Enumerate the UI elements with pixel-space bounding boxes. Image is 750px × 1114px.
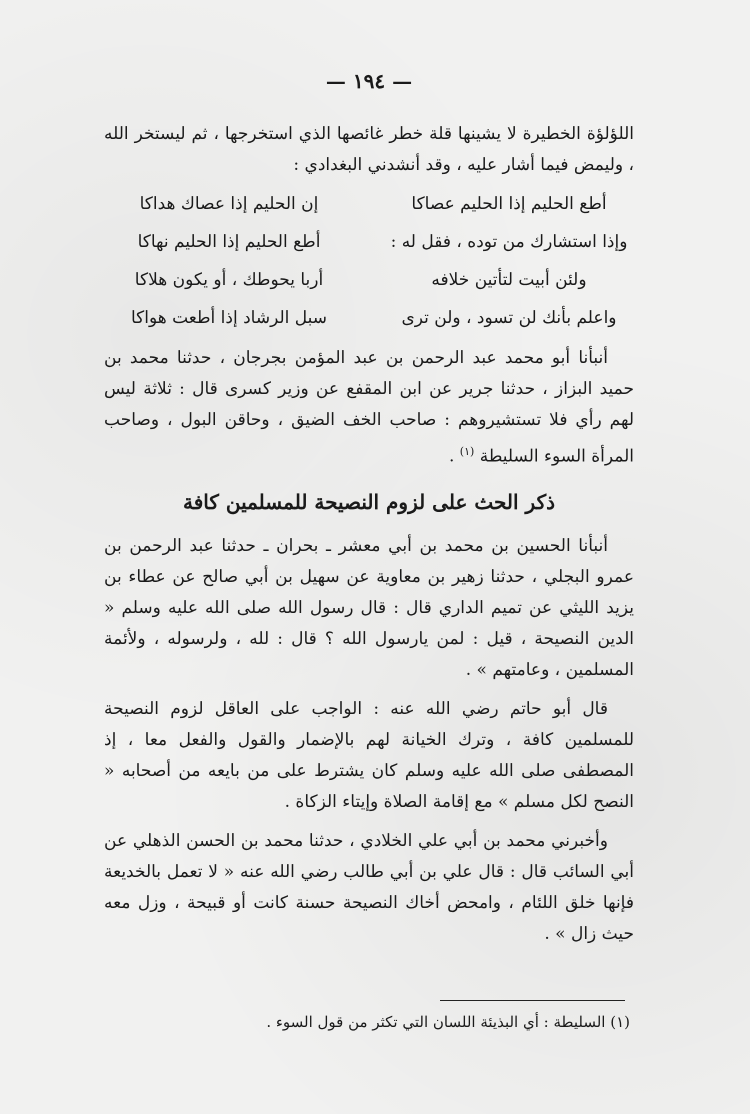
poem-verse bbox=[104, 223, 634, 261]
intro-paragraph: اللؤلؤة الخطيرة لا يشينها قلة خطر غائصها الذي استخرجها ، ثم ليستخر الله ، وليمض فيما أشار عليه ، وقد أنشدني البغدادي : bbox=[104, 124, 634, 175]
verse-second-hemistich: أربا يحوطك ، أو يكون هلاكا bbox=[134, 270, 324, 290]
page-number-value: ١٩٤ bbox=[352, 69, 386, 93]
poem-verse bbox=[104, 185, 634, 223]
narration-paragraph: أنبأنا الحسين بن محمد بن أبي معشر ـ بحران ـ حدثنا عبد الرحمن بن عمرو البجلي ، حدثنا زهير بن معاوية عن سهيل بن أبي صالح عن عطاء بن يزيد الليثي عن تميم الداري قال : قال رسول الله صلى الله عليه وسلم « الدين النصيحة ، قيل : لمن يارسول الله ؟ قال : لله ، ولرسوله ، ولأئمة المسلمين ، وعامتهم » . bbox=[104, 535, 634, 680]
verse-second-hemistich: أطع الحليم إذا الحليم نهاكا bbox=[137, 232, 321, 252]
narration-paragraph: أنبأنا أبو محمد عبد الرحمن بن عبد المؤمن بجرجان ، حدثنا محمد بن حميد البزاز ، حدثنا جرير عن ابن المقفع عن وزير كسرى قال : ثلاثة ليس لهم رأي فلا تستشيروهم : صاحب الخف الضيق ، وحاقن البول ، وصاحب المرأة السوء السليطة $^{(١)}$ . bbox=[104, 348, 634, 467]
page-number: — ١٩٤ — bbox=[325, 69, 413, 93]
footnote-divider bbox=[440, 1000, 625, 1001]
verse-first-hemistich: أطع الحليم إذا الحليم عصاكا bbox=[411, 194, 607, 214]
poem-verse bbox=[104, 299, 634, 337]
commentary-paragraph: قال أبو حاتم رضي الله عنه : الواجب على العاقل لزوم النصيحة للمسلمين كافة ، وترك الخيانة لهم بالإضمار والقول والفعل معا ، إذ المصطفى صلى الله عليه وسلم كان يشترط على من بايعه من أصحابه « النصح لكل مسلم » مع إقامة الصلاة وإيتاء الزكاة . bbox=[104, 698, 634, 812]
verse-second-hemistich: إن الحليم إذا عصاك هداكا bbox=[139, 194, 319, 214]
verse-first-hemistich: واعلم بأنك لن تسود ، ولن ترى bbox=[401, 308, 617, 328]
poem-verse bbox=[104, 261, 634, 299]
footnote: (١) السليطة : أي البذيئة اللسان التي تكثر من قول السوء . bbox=[266, 1013, 630, 1031]
narration-text: أنبأنا أبو محمد عبد الرحمن بن عبد المؤمن بجرجان ، حدثنا محمد بن حميد البزاز ، حدثنا جرير عن ابن المقفع عن وزير كسرى قال : ثلاثة ليس لهم رأي فلا تستشيروهم : صاحب الخف الضيق ، وحاقن البول ، وصاحب المرأة السوء السليطة bbox=[104, 348, 634, 467]
page-content bbox=[104, 60, 634, 950]
poem bbox=[104, 185, 634, 337]
verse-first-hemistich: ولئن أبيت لتأتين خلافه bbox=[431, 270, 587, 290]
section-heading: ذكر الحث على لزوم النصيحة للمسلمين كافة bbox=[183, 489, 555, 514]
verse-second-hemistich: سبل الرشاد إذا أطعت هواكا bbox=[130, 308, 328, 328]
narration-paragraph: وأخبرني محمد بن أبي علي الخلادي ، حدثنا محمد بن الحسن الذهلي عن أبي السائب قال : قال علي بن أبي طالب رضي الله عنه « لا تعمل بالخديعة فإنها خلق اللئام ، وامحض أخاك النصيحة حسنة كانت أو قبيحة ، وزل معه حيث زال » . bbox=[104, 830, 634, 944]
footnote-reference: (١) bbox=[459, 445, 475, 458]
verse-first-hemistich: وإذا استشارك من توده ، فقل له : bbox=[390, 232, 628, 252]
